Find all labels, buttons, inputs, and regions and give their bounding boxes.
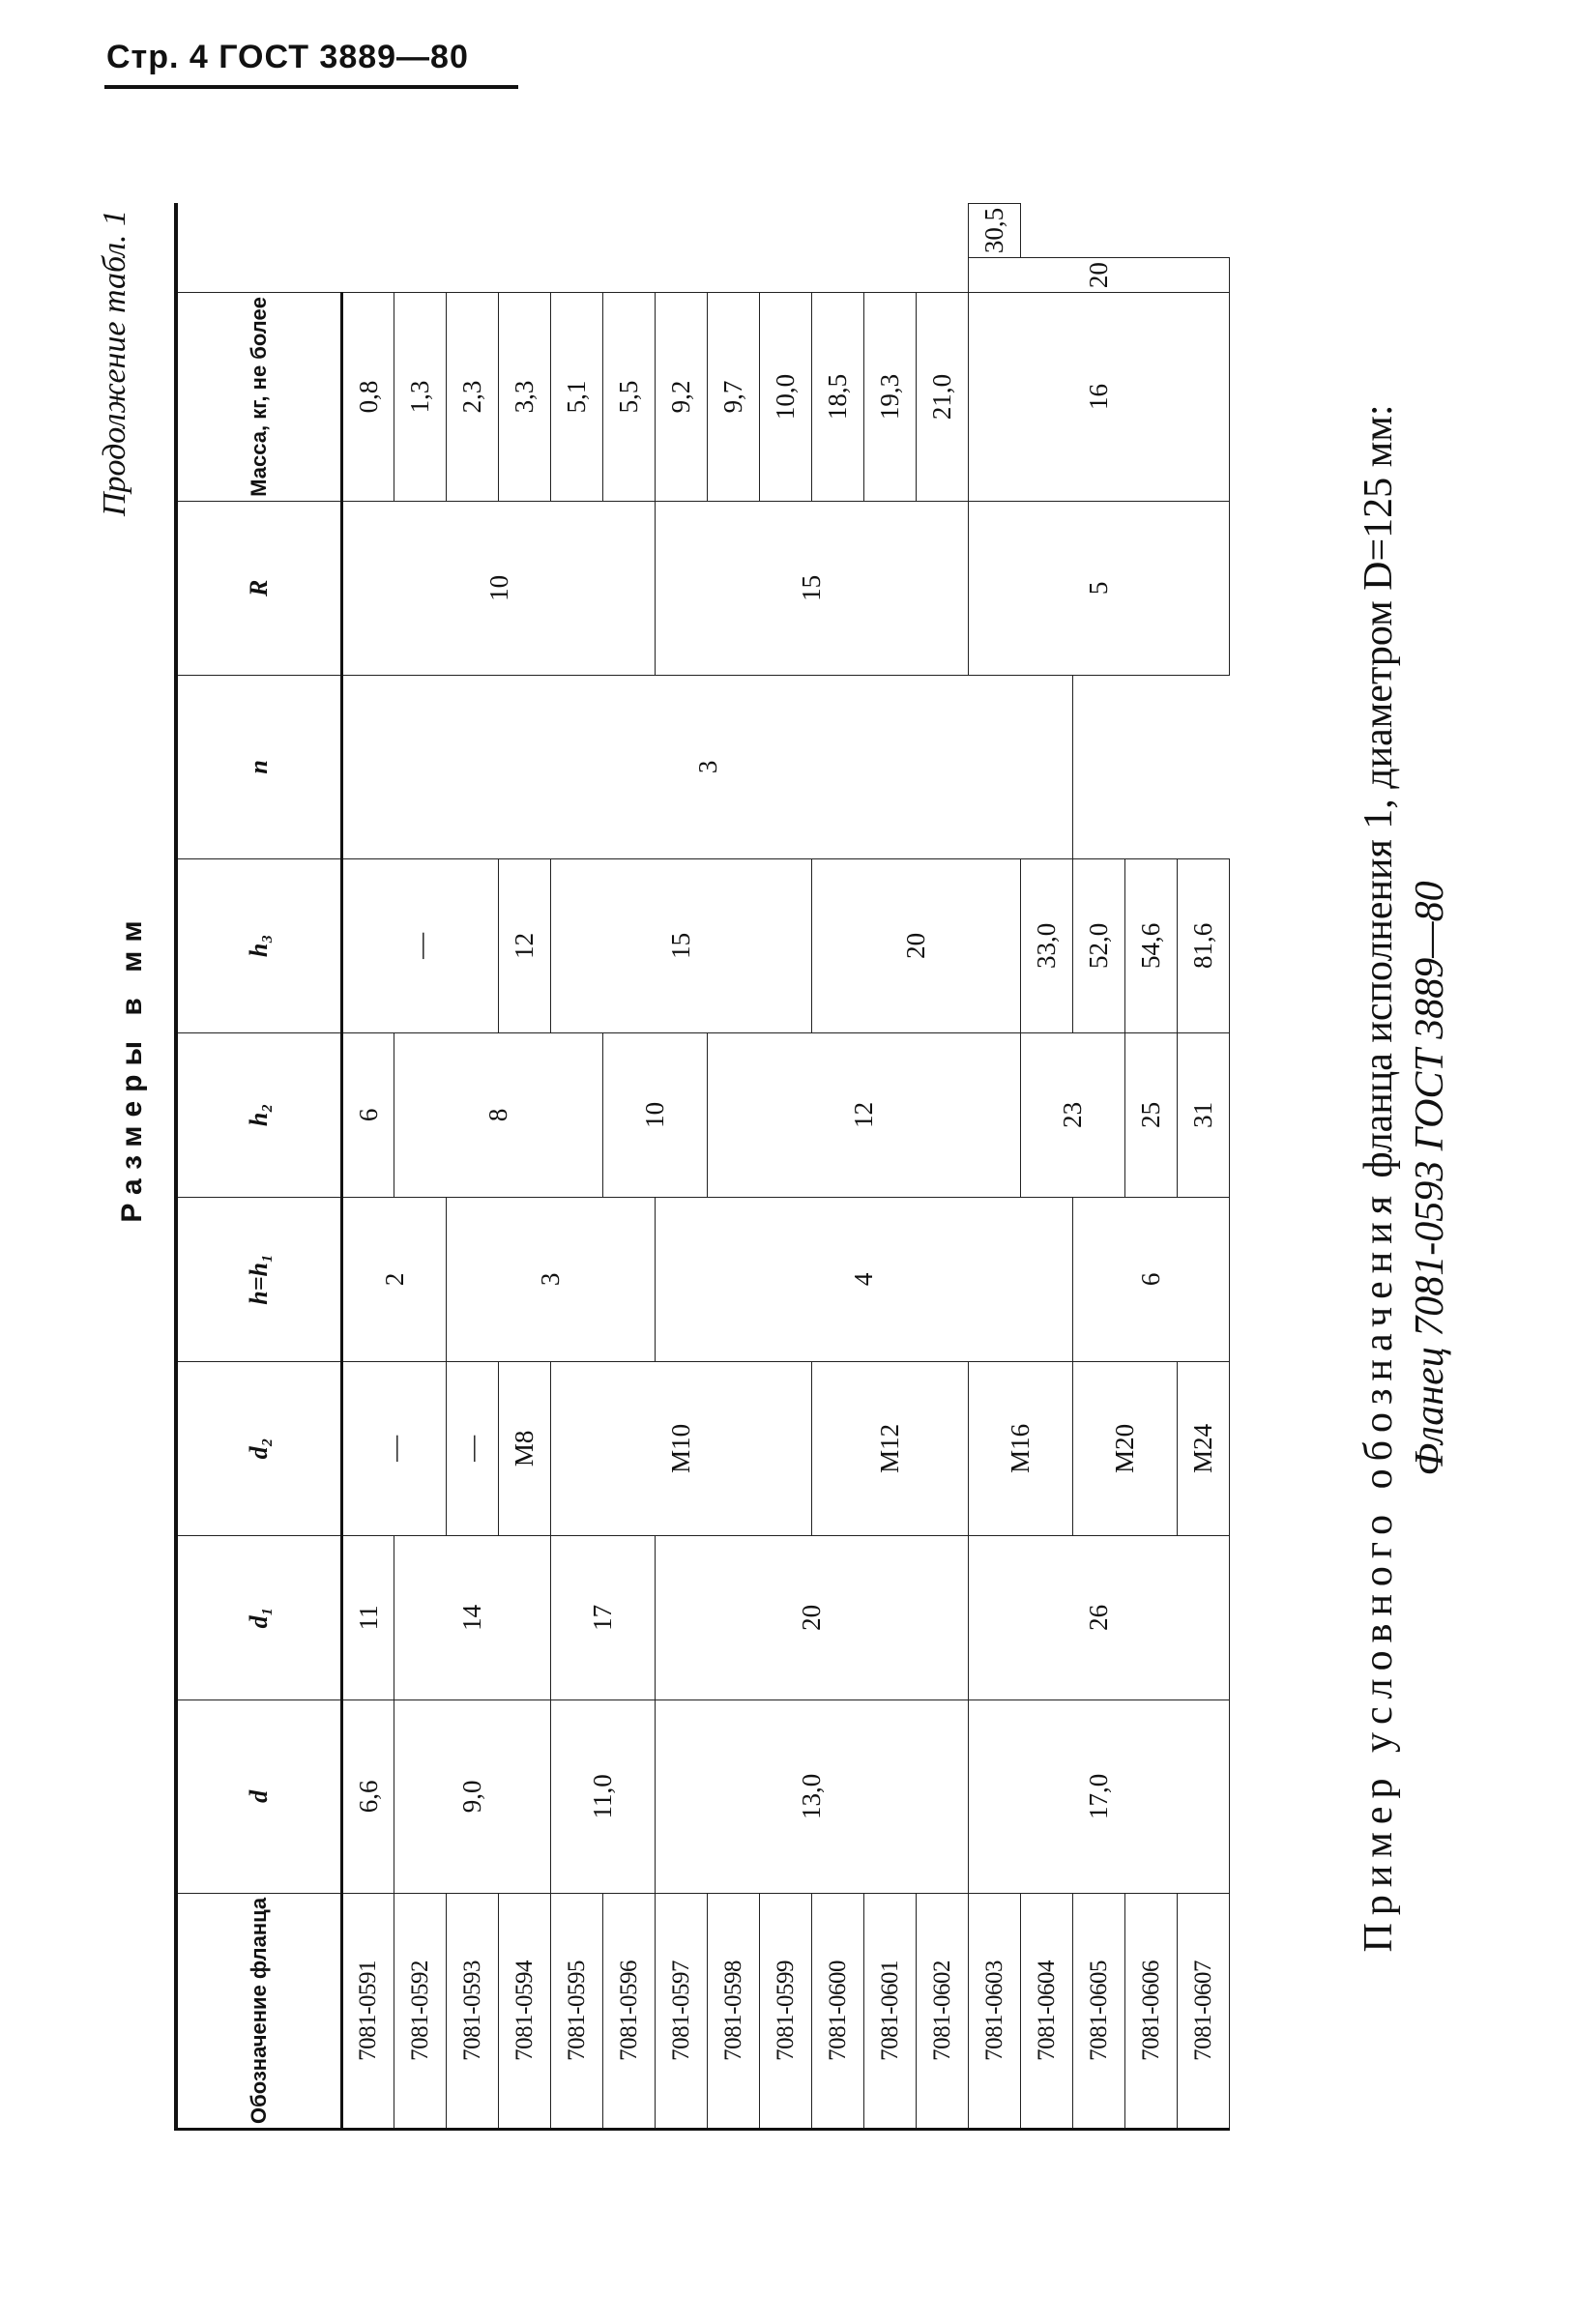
mass-cell: 30,5 [969,203,1021,257]
d1-cell: 14 [394,1535,551,1699]
h2-cell: 12 [708,1032,1021,1197]
example-line [1354,139,1405,2218]
col-mass-header: Масса, кг, не более [176,293,342,502]
table-row [342,203,394,2129]
mass-cell: 1,3 [394,293,447,502]
mass-cell: 9,7 [708,293,760,502]
h3-cell: 15 [551,858,812,1032]
col-d2-header: d₂ [176,1361,342,1535]
d2-cell: M20 [1073,1361,1178,1535]
mass-cell: 19,3 [864,293,917,502]
mass-cell: 0,8 [342,293,394,502]
mass-cell: 5,5 [603,293,656,502]
col-designation-header: Обозначение фланца [176,1893,342,2129]
table-continuation-label: Продолжение табл. 1 [97,209,132,516]
d-cell: 9,0 [394,1699,551,1893]
mass-cell: 33,0 [1021,858,1073,1032]
dimensions-table [174,203,1230,2131]
mass-cell: 18,5 [812,293,864,502]
designation-cell: 7081-0592 [394,1893,447,2129]
h2-cell: 8 [394,1032,603,1197]
h3-cell: 31 [1178,1032,1230,1197]
designation-cell: 7081-0601 [864,1893,917,2129]
designation-cell: 7081-0598 [708,1893,760,2129]
h3-cell: — [342,858,499,1032]
designation-cell: 7081-0603 [969,1893,1021,2129]
h-h1-cell: 3 [447,1197,656,1361]
table-row [394,203,447,2129]
designation-cell: 7081-0597 [656,1893,708,2129]
mass-cell: 3,3 [499,293,551,502]
example-lead: Пример условного обозначения [1357,1187,1401,1953]
h3-cell: 12 [499,858,551,1032]
designation-cell: 7081-0606 [1125,1893,1178,2129]
d-cell: 6,6 [342,1699,394,1893]
n-cell: 6 [1073,1197,1230,1361]
page-header: Стр. 4 ГОСТ 3889—80 [106,39,469,75]
h-h1-cell: 5 [969,501,1230,675]
designation-cell: 7081-0599 [760,1893,812,2129]
r-cell: 20 [969,258,1230,293]
d2-cell: — [447,1361,499,1535]
designation-cell: 7081-0607 [1178,1893,1230,2129]
d1-cell: 11 [342,1535,394,1699]
designation-cell: 7081-0595 [551,1893,603,2129]
designation-example [1354,139,1455,2218]
h3-cell: 25 [1125,1032,1178,1197]
h2-cell: 6 [342,1032,394,1197]
header-row [176,203,342,2129]
col-d-header: d [176,1699,342,1893]
mass-cell: 9,2 [656,293,708,502]
col-h3-header: h₃ [176,858,342,1032]
d1-cell: 20 [656,1535,969,1699]
d1-cell: 17 [551,1535,656,1699]
col-h2-header: h₂ [176,1032,342,1197]
d1-cell: 26 [969,1535,1230,1699]
col-h-h1-header: h=h₁ [176,1197,342,1361]
mass-cell: 54,6 [1125,858,1178,1032]
h-h1-cell: 2 [342,1197,447,1361]
mass-cell: 21,0 [917,293,969,502]
h2-cell: 10 [603,1032,708,1197]
col-d1-header: d₁ [176,1535,342,1699]
d2-cell: M24 [1178,1361,1230,1535]
d-cell: 17,0 [969,1699,1230,1893]
r-cell: 10 [342,501,656,675]
d2-cell: M10 [551,1361,812,1535]
mass-cell: 5,1 [551,293,603,502]
d2-cell: — [342,1361,447,1535]
example-code: Фланец 7081-0593 ГОСТ 3889—80 [1407,881,1452,1476]
designation-cell: 7081-0605 [1073,1893,1125,2129]
d-cell: 11,0 [551,1699,656,1893]
mass-cell: 2,3 [447,293,499,502]
designation-cell: 7081-0602 [917,1893,969,2129]
h3-cell: 20 [812,858,1021,1032]
designation-cell: 7081-0594 [499,1893,551,2129]
mass-cell: 10,0 [760,293,812,502]
n-cell: 3 [342,675,1073,858]
h3-cell: 23 [1021,1032,1125,1197]
r-cell: 15 [656,501,969,675]
h-h1-cell: 4 [656,1197,1073,1361]
mass-cell: 81,6 [1178,858,1230,1032]
example-text: фланца исполнения 1, диаметром D=125 мм: [1357,404,1401,1178]
designation-cell: 7081-0600 [812,1893,864,2129]
h2-cell: 16 [969,293,1230,502]
designation-cell: 7081-0591 [342,1893,394,2129]
units-caption: Размеры в мм [116,912,148,1223]
col-n-header: n [176,675,342,858]
designation-cell: 7081-0596 [603,1893,656,2129]
designation-cell: 7081-0593 [447,1893,499,2129]
d2-cell: M16 [969,1361,1073,1535]
col-r-header: R [176,501,342,675]
d2-cell: M12 [812,1361,969,1535]
mass-cell: 52,0 [1073,858,1125,1032]
d-cell: 13,0 [656,1699,969,1893]
designation-cell: 7081-0604 [1021,1893,1073,2129]
d2-cell: M8 [499,1361,551,1535]
